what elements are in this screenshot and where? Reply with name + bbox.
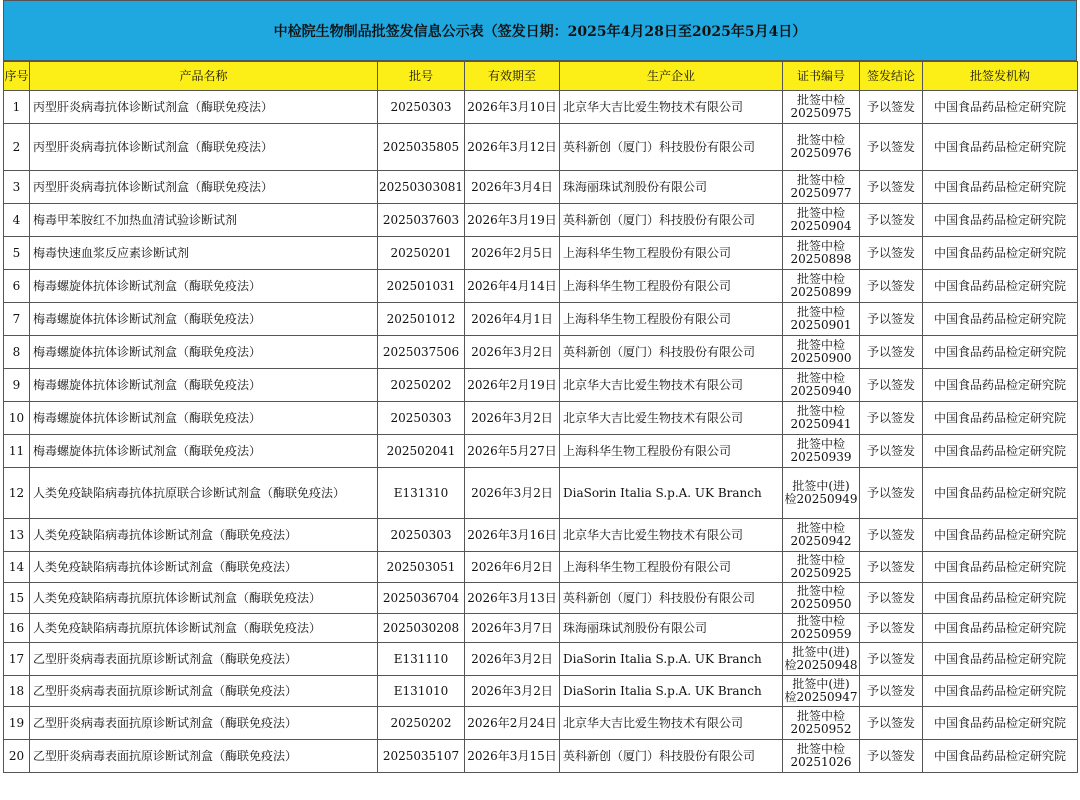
release-agency: 中国食品药品检定研究院 bbox=[923, 270, 1078, 303]
manufacturer: 上海科华生物工程股份有限公司 bbox=[560, 270, 783, 303]
certificate-line: 批签中检 bbox=[796, 206, 845, 220]
row-no: 14 bbox=[4, 552, 30, 583]
certificate-line: 批签中检 bbox=[796, 553, 845, 567]
table-row bbox=[4, 552, 1078, 583]
release-result: 予以签发 bbox=[860, 614, 923, 643]
table-row bbox=[4, 171, 1078, 204]
release-result: 予以签发 bbox=[860, 270, 923, 303]
release-agency: 中国食品药品检定研究院 bbox=[923, 614, 1078, 643]
certificate-number bbox=[783, 519, 860, 552]
manufacturer: 英科新创（厦门）科技股份有限公司 bbox=[560, 336, 783, 369]
certificate-line: 20250976 bbox=[790, 146, 852, 160]
certificate-line: 批签中(进) bbox=[792, 677, 850, 691]
certificate-number bbox=[783, 124, 860, 171]
certificate-number bbox=[783, 402, 860, 435]
product-name: 乙型肝炎病毒表面抗原诊断试剂盒（酶联免疫法） bbox=[30, 740, 378, 773]
certificate-number bbox=[783, 435, 860, 468]
certificate-number bbox=[783, 204, 860, 237]
certificate-line: 20250900 bbox=[790, 351, 852, 365]
manufacturer: 珠海丽珠试剂股份有限公司 bbox=[560, 171, 783, 204]
certificate-number bbox=[783, 336, 860, 369]
expiry-date: 2026年2月19日 bbox=[465, 369, 560, 402]
product-name: 乙型肝炎病毒表面抗原诊断试剂盒（酶联免疫法） bbox=[30, 707, 378, 740]
batch-number: 202501012 bbox=[378, 303, 465, 336]
batch-number: 2025036704 bbox=[378, 583, 465, 614]
manufacturer: 英科新创（厦门）科技股份有限公司 bbox=[560, 740, 783, 773]
expiry-date: 2026年3月13日 bbox=[465, 583, 560, 614]
batch-number: 20250201 bbox=[378, 237, 465, 270]
batch-number: 202503051 bbox=[378, 552, 465, 583]
certificate-line: 批签中检 bbox=[796, 371, 845, 385]
release-agency: 中国食品药品检定研究院 bbox=[923, 583, 1078, 614]
release-result: 予以签发 bbox=[860, 676, 923, 707]
release-result: 予以签发 bbox=[860, 707, 923, 740]
certificate-line: 20250942 bbox=[790, 534, 852, 548]
table-row bbox=[4, 519, 1078, 552]
expiry-date: 2026年3月7日 bbox=[465, 614, 560, 643]
product-name: 人类免疫缺陷病毒抗原抗体诊断试剂盒（酶联免疫法） bbox=[30, 614, 378, 643]
table-row bbox=[4, 614, 1078, 643]
certificate-line: 20250939 bbox=[790, 450, 852, 464]
page-title: 中检院生物制品批签发信息公示表（签发日期：2025年4月28日至2025年5月4日） bbox=[3, 0, 1077, 61]
row-no: 13 bbox=[4, 519, 30, 552]
certificate-number bbox=[783, 369, 860, 402]
table-header-row bbox=[4, 62, 1078, 91]
batch-number: 20250303 bbox=[378, 402, 465, 435]
release-result: 予以签发 bbox=[860, 468, 923, 519]
product-name: 梅毒螺旋体抗体诊断试剂盒（酶联免疫法） bbox=[30, 303, 378, 336]
expiry-date: 2026年3月10日 bbox=[465, 91, 560, 124]
product-name: 梅毒螺旋体抗体诊断试剂盒（酶联免疫法） bbox=[30, 270, 378, 303]
certificate-number bbox=[783, 676, 860, 707]
col-header-manufacturer: 生产企业 bbox=[560, 62, 783, 91]
release-agency: 中国食品药品检定研究院 bbox=[923, 468, 1078, 519]
release-result: 予以签发 bbox=[860, 124, 923, 171]
manufacturer: 英科新创（厦门）科技股份有限公司 bbox=[560, 124, 783, 171]
release-result: 予以签发 bbox=[860, 519, 923, 552]
manufacturer: 英科新创（厦门）科技股份有限公司 bbox=[560, 204, 783, 237]
row-no: 3 bbox=[4, 171, 30, 204]
certificate-number bbox=[783, 614, 860, 643]
expiry-date: 2026年2月24日 bbox=[465, 707, 560, 740]
table-row bbox=[4, 369, 1078, 402]
certificate-line: 批签中检 bbox=[796, 437, 845, 451]
col-header-expiry: 有效期至 bbox=[465, 62, 560, 91]
product-name: 丙型肝炎病毒抗体诊断试剂盒（酶联免疫法） bbox=[30, 91, 378, 124]
release-agency: 中国食品药品检定研究院 bbox=[923, 369, 1078, 402]
certificate-line: 20250977 bbox=[790, 186, 852, 200]
batch-release-table bbox=[3, 61, 1078, 773]
row-no: 20 bbox=[4, 740, 30, 773]
table-row bbox=[4, 707, 1078, 740]
release-agency: 中国食品药品检定研究院 bbox=[923, 171, 1078, 204]
table-row bbox=[4, 237, 1078, 270]
product-name: 乙型肝炎病毒表面抗原诊断试剂盒（酶联免疫法） bbox=[30, 676, 378, 707]
row-no: 12 bbox=[4, 468, 30, 519]
table-row bbox=[4, 91, 1078, 124]
row-no: 7 bbox=[4, 303, 30, 336]
release-result: 予以签发 bbox=[860, 336, 923, 369]
certificate-line: 批签中检 bbox=[796, 614, 845, 628]
row-no: 17 bbox=[4, 643, 30, 676]
release-agency: 中国食品药品检定研究院 bbox=[923, 707, 1078, 740]
certificate-line: 20250952 bbox=[790, 722, 852, 736]
expiry-date: 2026年3月2日 bbox=[465, 402, 560, 435]
certificate-line: 批签中检 bbox=[796, 742, 845, 756]
certificate-line: 20250941 bbox=[790, 417, 852, 431]
release-result: 予以签发 bbox=[860, 402, 923, 435]
table-row bbox=[4, 435, 1078, 468]
certificate-number bbox=[783, 303, 860, 336]
certificate-number bbox=[783, 643, 860, 676]
batch-number: 20250303 bbox=[378, 91, 465, 124]
expiry-date: 2026年3月4日 bbox=[465, 171, 560, 204]
manufacturer: 上海科华生物工程股份有限公司 bbox=[560, 237, 783, 270]
release-result: 予以签发 bbox=[860, 204, 923, 237]
col-header-certificate: 证书编号 bbox=[783, 62, 860, 91]
release-agency: 中国食品药品检定研究院 bbox=[923, 237, 1078, 270]
certificate-line: 批签中(进) bbox=[792, 645, 850, 659]
col-header-agency: 批签发机构 bbox=[923, 62, 1078, 91]
batch-number: 202501031 bbox=[378, 270, 465, 303]
release-result: 予以签发 bbox=[860, 91, 923, 124]
certificate-line: 批签中检 bbox=[796, 305, 845, 319]
col-header-result: 签发结论 bbox=[860, 62, 923, 91]
product-name: 人类免疫缺陷病毒抗体诊断试剂盒（酶联免疫法） bbox=[30, 519, 378, 552]
release-agency: 中国食品药品检定研究院 bbox=[923, 676, 1078, 707]
manufacturer: 北京华大吉比爱生物技术有限公司 bbox=[560, 402, 783, 435]
release-result: 予以签发 bbox=[860, 435, 923, 468]
certificate-line: 批签中检 bbox=[796, 133, 845, 147]
manufacturer: 上海科华生物工程股份有限公司 bbox=[560, 435, 783, 468]
certificate-line: 批签中检 bbox=[796, 404, 845, 418]
release-result: 予以签发 bbox=[860, 171, 923, 204]
batch-number: 202502041 bbox=[378, 435, 465, 468]
batch-number: 20250202 bbox=[378, 369, 465, 402]
product-name: 梅毒螺旋体抗体诊断试剂盒（酶联免疫法） bbox=[30, 402, 378, 435]
certificate-line: 批签中检 bbox=[796, 338, 845, 352]
certificate-line: 批签中(进) bbox=[792, 479, 850, 493]
expiry-date: 2026年3月2日 bbox=[465, 676, 560, 707]
manufacturer: 英科新创（厦门）科技股份有限公司 bbox=[560, 583, 783, 614]
row-no: 11 bbox=[4, 435, 30, 468]
release-agency: 中国食品药品检定研究院 bbox=[923, 204, 1078, 237]
expiry-date: 2026年4月14日 bbox=[465, 270, 560, 303]
row-no: 19 bbox=[4, 707, 30, 740]
table-row bbox=[4, 270, 1078, 303]
announcement-sheet bbox=[3, 0, 1077, 800]
manufacturer: 上海科华生物工程股份有限公司 bbox=[560, 552, 783, 583]
certificate-line: 20250904 bbox=[790, 219, 852, 233]
row-no: 8 bbox=[4, 336, 30, 369]
certificate-line: 检20250948 bbox=[784, 658, 858, 672]
table-row bbox=[4, 303, 1078, 336]
manufacturer: 上海科华生物工程股份有限公司 bbox=[560, 303, 783, 336]
certificate-number bbox=[783, 583, 860, 614]
col-header-no: 序号 bbox=[4, 62, 30, 91]
col-header-product: 产品名称 bbox=[30, 62, 378, 91]
release-agency: 中国食品药品检定研究院 bbox=[923, 303, 1078, 336]
release-agency: 中国食品药品检定研究院 bbox=[923, 435, 1078, 468]
expiry-date: 2026年3月12日 bbox=[465, 124, 560, 171]
manufacturer: 北京华大吉比爱生物技术有限公司 bbox=[560, 91, 783, 124]
expiry-date: 2026年3月2日 bbox=[465, 336, 560, 369]
expiry-date: 2026年3月2日 bbox=[465, 643, 560, 676]
batch-number: 2025035805 bbox=[378, 124, 465, 171]
certificate-line: 检20250949 bbox=[784, 492, 858, 506]
product-name: 人类免疫缺陷病毒抗原抗体诊断试剂盒（酶联免疫法） bbox=[30, 583, 378, 614]
batch-number: E131110 bbox=[378, 643, 465, 676]
expiry-date: 2026年3月19日 bbox=[465, 204, 560, 237]
certificate-line: 20251026 bbox=[790, 755, 852, 769]
table-row bbox=[4, 583, 1078, 614]
certificate-line: 批签中检 bbox=[796, 239, 845, 253]
product-name: 人类免疫缺陷病毒抗体抗原联合诊断试剂盒（酶联免疫法） bbox=[30, 468, 378, 519]
certificate-line: 检20250947 bbox=[784, 690, 858, 704]
release-result: 予以签发 bbox=[860, 583, 923, 614]
certificate-line: 批签中检 bbox=[796, 709, 845, 723]
table-row bbox=[4, 468, 1078, 519]
product-name: 梅毒螺旋体抗体诊断试剂盒（酶联免疫法） bbox=[30, 336, 378, 369]
certificate-line: 20250898 bbox=[790, 252, 852, 266]
manufacturer: 珠海丽珠试剂股份有限公司 bbox=[560, 614, 783, 643]
certificate-line: 20250975 bbox=[790, 106, 852, 120]
col-header-batch: 批号 bbox=[378, 62, 465, 91]
product-name: 梅毒螺旋体抗体诊断试剂盒（酶联免疫法） bbox=[30, 435, 378, 468]
table-row bbox=[4, 676, 1078, 707]
release-agency: 中国食品药品检定研究院 bbox=[923, 552, 1078, 583]
release-result: 予以签发 bbox=[860, 643, 923, 676]
certificate-line: 20250959 bbox=[790, 627, 852, 641]
certificate-line: 批签中检 bbox=[796, 272, 845, 286]
release-agency: 中国食品药品检定研究院 bbox=[923, 643, 1078, 676]
table-row bbox=[4, 124, 1078, 171]
certificate-line: 20250925 bbox=[790, 566, 852, 580]
manufacturer: DiaSorin Italia S.p.A. UK Branch bbox=[560, 643, 783, 676]
row-no: 9 bbox=[4, 369, 30, 402]
certificate-number bbox=[783, 552, 860, 583]
batch-number: 20250303081 bbox=[378, 171, 465, 204]
release-result: 予以签发 bbox=[860, 303, 923, 336]
row-no: 10 bbox=[4, 402, 30, 435]
certificate-line: 批签中检 bbox=[796, 93, 845, 107]
batch-number: 2025037506 bbox=[378, 336, 465, 369]
release-agency: 中国食品药品检定研究院 bbox=[923, 336, 1078, 369]
batch-number: E131310 bbox=[378, 468, 465, 519]
certificate-line: 20250940 bbox=[790, 384, 852, 398]
expiry-date: 2026年3月15日 bbox=[465, 740, 560, 773]
certificate-line: 20250901 bbox=[790, 318, 852, 332]
batch-number: 2025030208 bbox=[378, 614, 465, 643]
expiry-date: 2026年5月27日 bbox=[465, 435, 560, 468]
certificate-line: 20250950 bbox=[790, 597, 852, 611]
batch-number: 2025037603 bbox=[378, 204, 465, 237]
manufacturer: 北京华大吉比爱生物技术有限公司 bbox=[560, 519, 783, 552]
product-name: 丙型肝炎病毒抗体诊断试剂盒（酶联免疫法） bbox=[30, 171, 378, 204]
expiry-date: 2026年3月16日 bbox=[465, 519, 560, 552]
certificate-number bbox=[783, 270, 860, 303]
certificate-number bbox=[783, 468, 860, 519]
row-no: 5 bbox=[4, 237, 30, 270]
product-name: 梅毒甲苯胺红不加热血清试验诊断试剂 bbox=[30, 204, 378, 237]
batch-number: E131010 bbox=[378, 676, 465, 707]
release-agency: 中国食品药品检定研究院 bbox=[923, 124, 1078, 171]
release-result: 予以签发 bbox=[860, 740, 923, 773]
table-row bbox=[4, 740, 1078, 773]
row-no: 15 bbox=[4, 583, 30, 614]
release-result: 予以签发 bbox=[860, 237, 923, 270]
release-result: 予以签发 bbox=[860, 369, 923, 402]
row-no: 2 bbox=[4, 124, 30, 171]
row-no: 18 bbox=[4, 676, 30, 707]
expiry-date: 2026年3月2日 bbox=[465, 468, 560, 519]
manufacturer: DiaSorin Italia S.p.A. UK Branch bbox=[560, 676, 783, 707]
product-name: 人类免疫缺陷病毒抗体诊断试剂盒（酶联免疫法） bbox=[30, 552, 378, 583]
product-name: 乙型肝炎病毒表面抗原诊断试剂盒（酶联免疫法） bbox=[30, 643, 378, 676]
manufacturer: DiaSorin Italia S.p.A. UK Branch bbox=[560, 468, 783, 519]
certificate-number bbox=[783, 91, 860, 124]
expiry-date: 2026年2月5日 bbox=[465, 237, 560, 270]
release-agency: 中国食品药品检定研究院 bbox=[923, 519, 1078, 552]
release-agency: 中国食品药品检定研究院 bbox=[923, 91, 1078, 124]
expiry-date: 2026年6月2日 bbox=[465, 552, 560, 583]
certificate-line: 批签中检 bbox=[796, 173, 845, 187]
table-row bbox=[4, 402, 1078, 435]
release-result: 予以签发 bbox=[860, 552, 923, 583]
manufacturer: 北京华大吉比爱生物技术有限公司 bbox=[560, 369, 783, 402]
batch-number: 20250303 bbox=[378, 519, 465, 552]
product-name: 梅毒螺旋体抗体诊断试剂盒（酶联免疫法） bbox=[30, 369, 378, 402]
table-row bbox=[4, 643, 1078, 676]
certificate-line: 批签中检 bbox=[796, 584, 845, 598]
certificate-number bbox=[783, 171, 860, 204]
table-row bbox=[4, 204, 1078, 237]
row-no: 6 bbox=[4, 270, 30, 303]
expiry-date: 2026年4月1日 bbox=[465, 303, 560, 336]
certificate-number bbox=[783, 237, 860, 270]
release-agency: 中国食品药品检定研究院 bbox=[923, 402, 1078, 435]
release-agency: 中国食品药品检定研究院 bbox=[923, 740, 1078, 773]
certificate-line: 批签中检 bbox=[796, 521, 845, 535]
row-no: 16 bbox=[4, 614, 30, 643]
certificate-number bbox=[783, 740, 860, 773]
batch-number: 2025035107 bbox=[378, 740, 465, 773]
row-no: 4 bbox=[4, 204, 30, 237]
certificate-number bbox=[783, 707, 860, 740]
product-name: 丙型肝炎病毒抗体诊断试剂盒（酶联免疫法） bbox=[30, 124, 378, 171]
table-row bbox=[4, 336, 1078, 369]
batch-number: 20250202 bbox=[378, 707, 465, 740]
product-name: 梅毒快速血浆反应素诊断试剂 bbox=[30, 237, 378, 270]
row-no: 1 bbox=[4, 91, 30, 124]
manufacturer: 北京华大吉比爱生物技术有限公司 bbox=[560, 707, 783, 740]
certificate-line: 20250899 bbox=[790, 285, 852, 299]
